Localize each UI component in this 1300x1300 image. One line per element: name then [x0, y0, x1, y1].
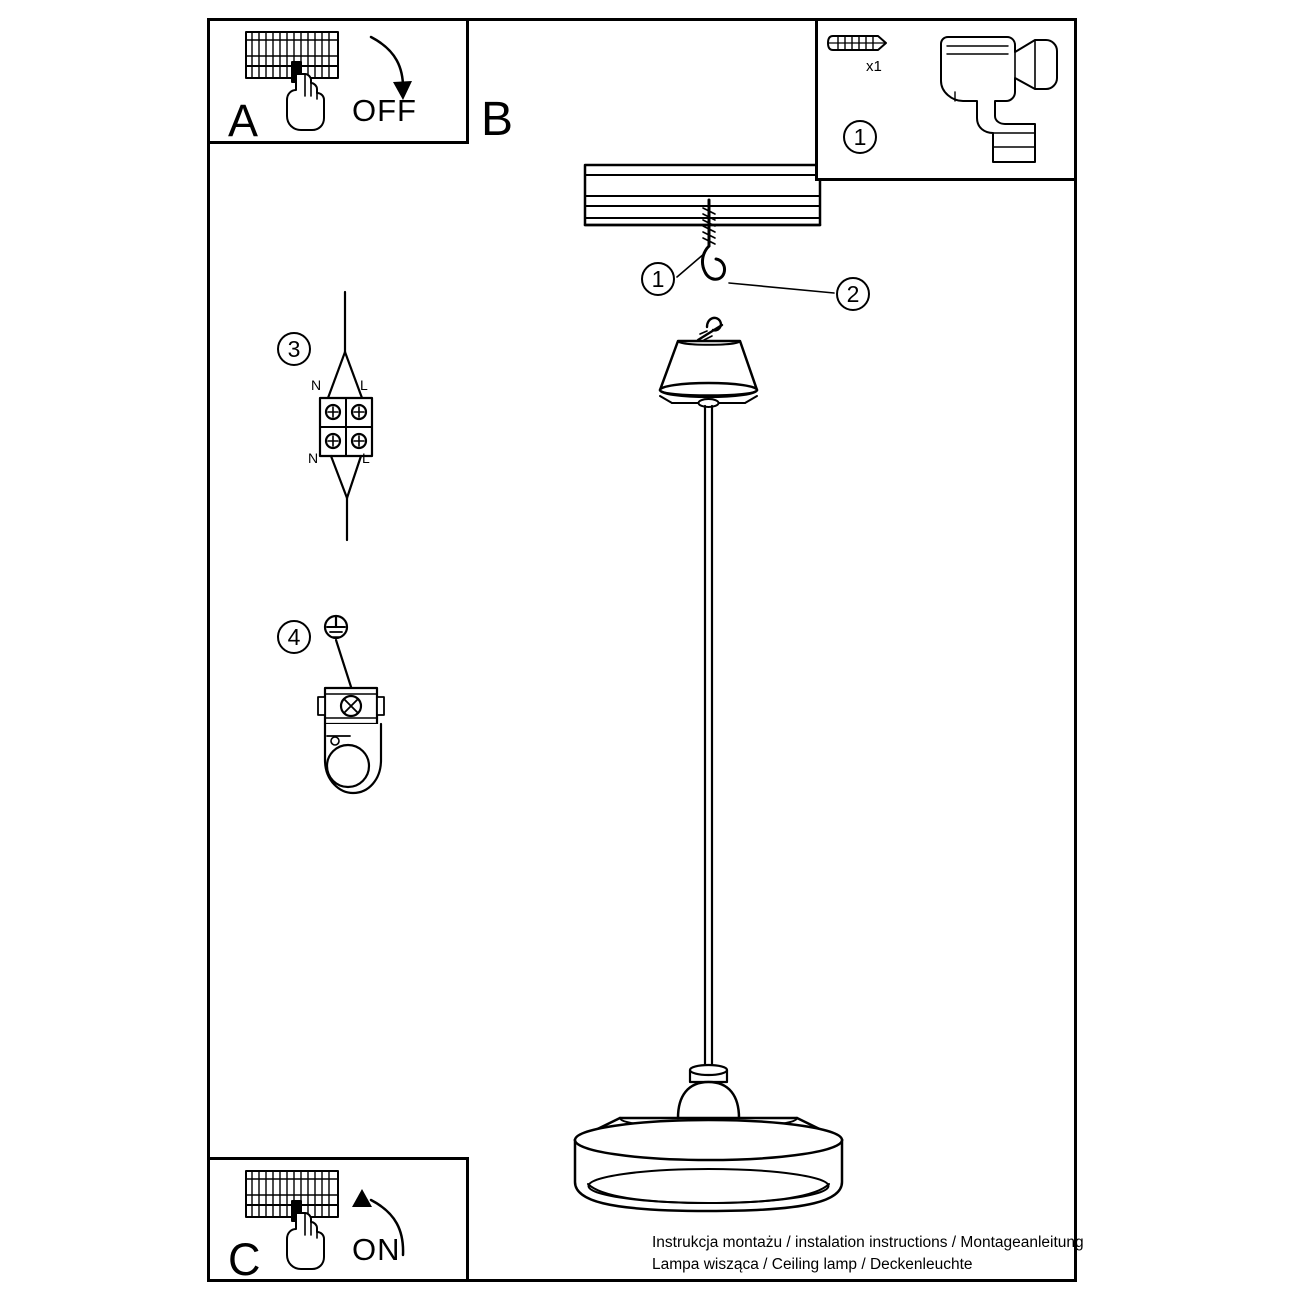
wire-label-n-top: N — [311, 377, 322, 393]
step-number-4: 4 — [277, 620, 311, 654]
step-number-1-parts: 1 — [843, 120, 877, 154]
panel-a-letter: A — [228, 95, 259, 146]
footer-line-2: Lampa wisząca / Ceiling lamp / Deckenleuchte — [652, 1256, 973, 1273]
panel-c-letter: C — [228, 1234, 261, 1285]
panel-c-action-label: ON — [352, 1232, 401, 1267]
step-number-2-main: 2 — [836, 277, 870, 311]
fuse-box-icon-c — [246, 1171, 338, 1221]
footer-caption — [652, 1232, 1084, 1276]
step-number-1-main: 1 — [641, 262, 675, 296]
footer-line-1: Instrukcja montażu / instalation instructions / Montageanleitung — [652, 1234, 1084, 1251]
panel-b-letter: B — [481, 93, 514, 146]
wire-label-n-bottom: N — [308, 450, 319, 466]
panel-a-action-label: OFF — [352, 93, 417, 128]
wire-label-l-bottom: L — [362, 450, 370, 466]
step-number-3: 3 — [277, 332, 311, 366]
part-quantity-label: x1 — [866, 58, 882, 75]
wire-label-l-top: L — [360, 377, 368, 393]
